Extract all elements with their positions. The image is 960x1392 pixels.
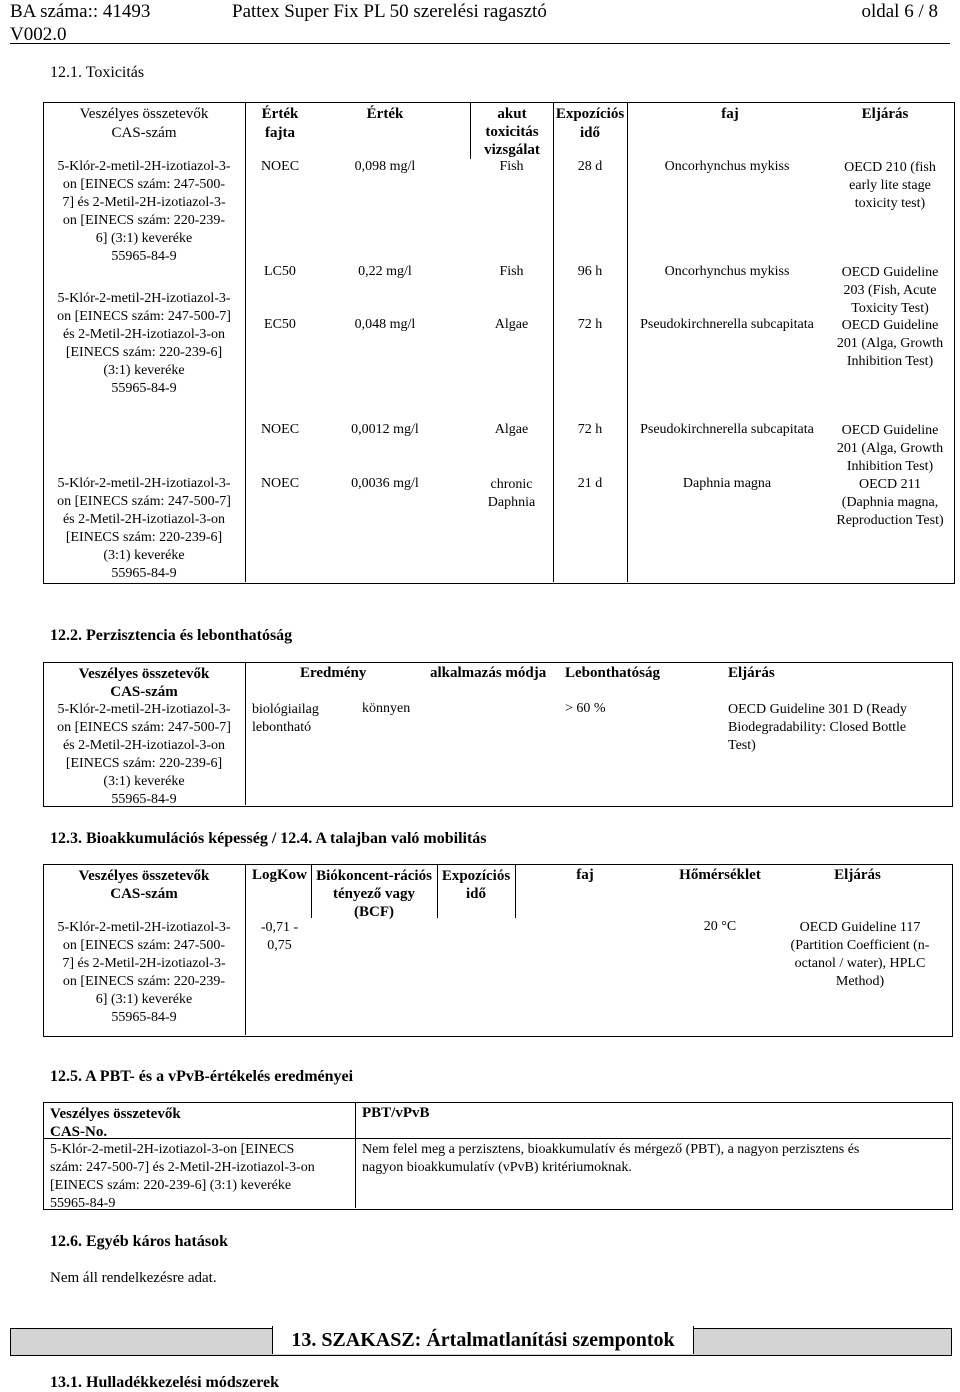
exposure: 96 h [577, 264, 603, 279]
exposure: 28 d [577, 159, 603, 174]
value: 0,0036 mg/l [351, 476, 419, 491]
species: Pseudokirchnerella subcapitata [640, 422, 814, 437]
acute-test: Algae [494, 317, 529, 332]
col-header-logkow: LogKow [251, 867, 307, 883]
page-number: oldal 6 / 8 [861, 1, 938, 22]
value-type: EC50 [264, 317, 296, 332]
col-divider [245, 662, 246, 805]
acute-test: chronic Daphnia [487, 477, 536, 510]
result-readily: könnyen [362, 701, 411, 716]
section-title-toxicity: 12.1. Toxicitás [50, 64, 145, 81]
col-header-degradability: Lebonthatóság [565, 665, 661, 681]
other-effects-text: Nem áll rendelkezésre adat. [50, 1270, 217, 1286]
col-header-exposure: Expozíciós idő [555, 106, 625, 141]
acute-test: Fish [499, 264, 524, 279]
col-header-acute-test: akut toxicitás vizsgálat [484, 106, 540, 158]
temperature-value: 20 °C [703, 919, 737, 934]
toxicity-table-divider [245, 102, 246, 582]
value: 0,22 mg/l [358, 264, 412, 279]
col-divider [245, 864, 246, 1035]
species: Oncorhynchus mykiss [664, 159, 790, 174]
substance-cas: 5-Klór-2-metil-2H-izotiazol-3- on [EINECS szám: 247-500-7] és 2-Metil-2H-izotiazol-3-on [EINECS szám: 220-239-6] (3:1) keveréke 55965-84-9 [57, 702, 231, 807]
col-header-value-type: Érték fajta [261, 106, 299, 141]
col-header-value: Érték [366, 106, 404, 122]
bioaccumulation-method: OECD Guideline 117 (Partition Coefficient (n- octanol / water), HPLC Method) [790, 920, 930, 989]
degradability-value: > 60 % [565, 701, 606, 716]
col-header-species: faj [576, 867, 594, 883]
species: Pseudokirchnerella subcapitata [640, 317, 814, 332]
col-header-exposure: Expozíciós idő [441, 868, 511, 902]
product-name: Pattex Super Fix PL 50 szerelési ragasztó [232, 1, 547, 22]
col-header-substance: Veszélyes összetevők CAS-No. [50, 1106, 181, 1140]
substance-cas: 5-Klór-2-metil-2H-izotiazol-3-on [EINECS szám: 247-500-7] és 2-Metil-2H-izotiazol-3-on [EINECS szám: 220-239-6] (3:1) keveréke 55965-84-9 [50, 1142, 315, 1211]
value: 0,098 mg/l [354, 159, 416, 174]
col-header-pbt: PBT/vPvB [362, 1105, 430, 1121]
species: Oncorhynchus mykiss [664, 264, 790, 279]
logkow-value: -0,71 - 0,75 [260, 920, 299, 953]
substance-cas-3: 5-Klór-2-metil-2H-izotiazol-3- on [EINECS szám: 247-500-7] és 2-Metil-2H-izotiazol-3-on [EINECS szám: 220-239-6] (3:1) keveréke 55965-84-9 [57, 476, 231, 581]
col-header-substance: Veszélyes összetevők CAS-szám [78, 868, 210, 902]
method: OECD 210 (fish early lite stage toxicity test) [844, 160, 936, 211]
col-header-bcf: Biókoncent-rációs tényező vagy (BCF) [316, 868, 432, 920]
section-title-other-effects: 12.6. Egyéb káros hatások [50, 1233, 228, 1250]
species: Daphnia magna [682, 476, 772, 491]
col-header-substance: Veszélyes összetevők CAS-szám [79, 106, 209, 141]
acute-test: Fish [499, 159, 524, 174]
header-divider [10, 43, 950, 44]
pbt-assessment: Nem felel meg a perzisztens, bioakkumulatív és mérgező (PBT), a nagyon perzisztens és nagyon bioakkumulatív (vPvB) kritériumoknak. [362, 1142, 860, 1175]
result-biodegradable: biológiailag lebontható [252, 702, 319, 735]
method: OECD Guideline 201 (Alga, Growth Inhibition Test) [836, 318, 944, 369]
value-type: NOEC [260, 159, 300, 174]
exposure: 72 h [577, 422, 603, 437]
section-title-waste-methods: 13.1. Hulladékkezelési módszerek [50, 1374, 280, 1391]
section-title-bioaccumulation: 12.3. Bioakkumulációs képesség / 12.4. A talajban való mobilitás [50, 830, 487, 847]
section-title-pbt: 12.5. A PBT- és a vPvB-értékelés eredményei [50, 1068, 354, 1085]
col-header-method: Eljárás [728, 665, 775, 681]
section-13-title: 13. SZAKASZ: Ártalmatlanítási szempontok [272, 1326, 694, 1354]
col-header-method: Eljárás [861, 106, 909, 122]
col-header-method: Eljárás [834, 867, 881, 883]
substance-cas-2: 5-Klór-2-metil-2H-izotiazol-3- on [EINECS szám: 247-500-7] és 2-Metil-2H-izotiazol-3-on [EINECS szám: 220-239-6] (3:1) keveréke 55965-84-9 [57, 291, 231, 396]
col-divider [515, 864, 516, 918]
col-divider [355, 1102, 356, 1208]
col-header-temperature: Hőmérséklet [679, 867, 761, 883]
method: OECD 211 (Daphnia magna, Reproduction Test) [836, 477, 944, 528]
exposure: 72 h [577, 317, 603, 332]
substance-cas-1: 5-Klór-2-metil-2H-izotiazol-3- on [EINECS szám: 247-500- 7] és 2-Metil-2H-izotiazol-3- on [EINECS szám: 220-239- 6] (3:1) keveréke 55965-84-9 [57, 159, 231, 264]
acute-test: Algae [494, 422, 529, 437]
persistence-method: OECD Guideline 301 D (Ready Biodegradability: Closed Bottle Test) [728, 702, 907, 753]
doc-number: BA száma:: 41493 [10, 1, 151, 22]
col-header-result: Eredmény [300, 665, 367, 681]
doc-version: V002.0 [10, 24, 67, 45]
col-header-substance: Veszélyes összetevők CAS-szám [78, 666, 210, 700]
col-divider [470, 102, 471, 159]
method: OECD Guideline 201 (Alga, Growth Inhibition Test) [836, 423, 944, 474]
header-doc-info [10, 0, 150, 46]
col-header-application: alkalmazás módja [430, 665, 547, 681]
method: OECD Guideline 203 (Fish, Acute Toxicity Test) [841, 265, 939, 316]
value-type: NOEC [260, 422, 300, 437]
value-type: NOEC [260, 476, 300, 491]
exposure: 21 d [577, 476, 603, 491]
section-title-persistence: 12.2. Perzisztencia és lebonthatóság [50, 627, 293, 644]
value-type: LC50 [264, 264, 296, 279]
col-header-species: faj [721, 106, 739, 122]
substance-cas: 5-Klór-2-metil-2H-izotiazol-3- on [EINECS szám: 247-500- 7] és 2-Metil-2H-izotiazol-3- on [EINECS szám: 220-239- 6] (3:1) keveréke 55965-84-9 [57, 920, 231, 1025]
value: 0,048 mg/l [354, 317, 416, 332]
value: 0,0012 mg/l [351, 422, 419, 437]
